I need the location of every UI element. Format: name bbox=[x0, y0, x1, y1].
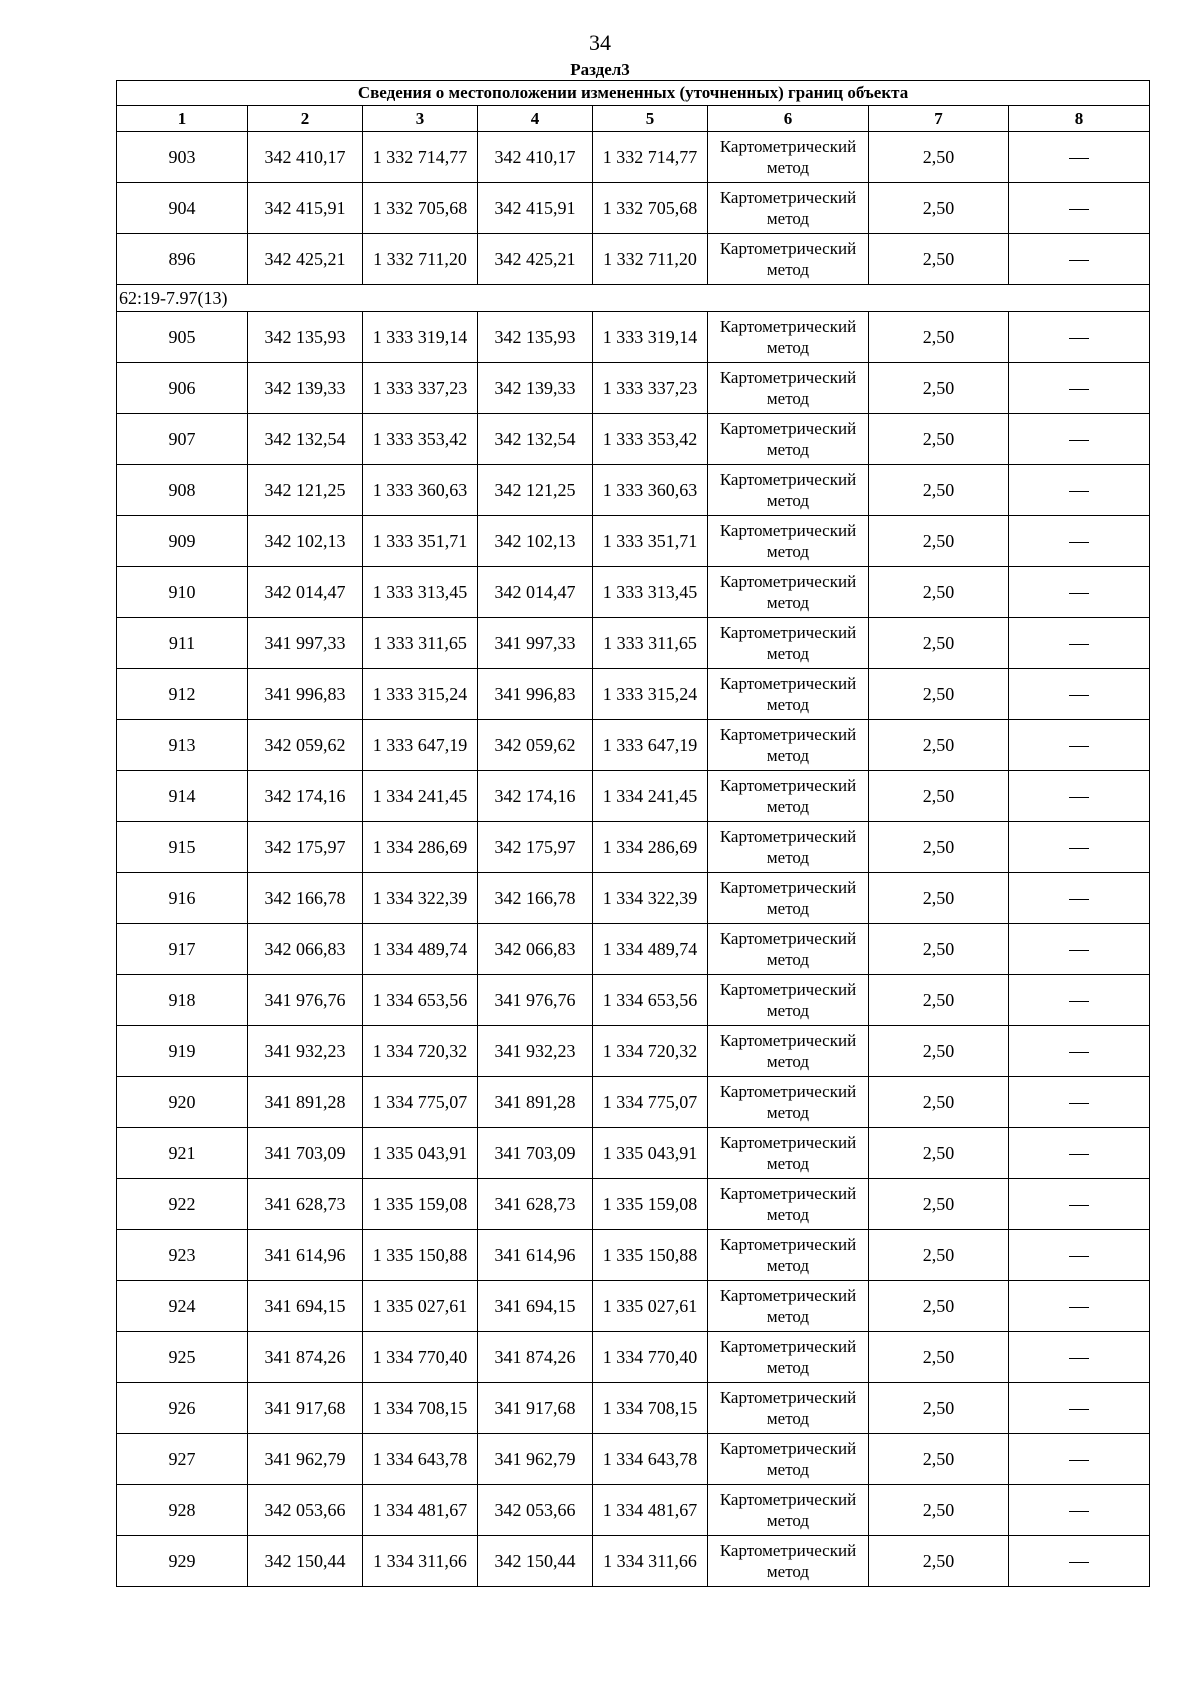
x-old-cell: 341 976,76 bbox=[248, 975, 363, 1026]
x-old-cell: 342 135,93 bbox=[248, 312, 363, 363]
y-new-cell: 1 333 351,71 bbox=[593, 516, 708, 567]
accuracy-cell: 2,50 bbox=[869, 618, 1009, 669]
description-cell bbox=[1009, 618, 1150, 669]
dash-mark bbox=[1069, 950, 1089, 951]
x-old-cell: 342 059,62 bbox=[248, 720, 363, 771]
table-row bbox=[117, 234, 1150, 285]
x-new-cell: 341 614,96 bbox=[478, 1230, 593, 1281]
method-cell: Картометрический метод bbox=[708, 312, 869, 363]
x-new-cell: 342 150,44 bbox=[478, 1536, 593, 1587]
point-number-cell: 925 bbox=[117, 1332, 248, 1383]
dash-mark bbox=[1069, 848, 1089, 849]
x-new-cell: 342 059,62 bbox=[478, 720, 593, 771]
x-new-cell: 342 132,54 bbox=[478, 414, 593, 465]
x-new-cell: 341 874,26 bbox=[478, 1332, 593, 1383]
description-cell bbox=[1009, 465, 1150, 516]
table-row bbox=[117, 1179, 1150, 1230]
y-new-cell: 1 334 286,69 bbox=[593, 822, 708, 873]
x-new-cell: 342 425,21 bbox=[478, 234, 593, 285]
x-new-cell: 342 014,47 bbox=[478, 567, 593, 618]
dash-mark bbox=[1069, 158, 1089, 159]
dash-mark bbox=[1069, 1256, 1089, 1257]
method-cell: Картометрический метод bbox=[708, 363, 869, 414]
accuracy-cell: 2,50 bbox=[869, 669, 1009, 720]
accuracy-cell: 2,50 bbox=[869, 567, 1009, 618]
x-new-cell: 341 996,83 bbox=[478, 669, 593, 720]
description-cell bbox=[1009, 414, 1150, 465]
table-row bbox=[117, 1230, 1150, 1281]
column-header-6: 6 bbox=[708, 106, 869, 132]
method-cell: Картометрический метод bbox=[708, 669, 869, 720]
y-new-cell: 1 333 315,24 bbox=[593, 669, 708, 720]
description-cell bbox=[1009, 873, 1150, 924]
table-header-row bbox=[117, 106, 1150, 132]
accuracy-cell: 2,50 bbox=[869, 363, 1009, 414]
description-cell bbox=[1009, 363, 1150, 414]
x-old-cell: 341 891,28 bbox=[248, 1077, 363, 1128]
table-row bbox=[117, 873, 1150, 924]
accuracy-cell: 2,50 bbox=[869, 1281, 1009, 1332]
x-old-cell: 342 139,33 bbox=[248, 363, 363, 414]
y-old-cell: 1 334 286,69 bbox=[363, 822, 478, 873]
x-old-cell: 342 425,21 bbox=[248, 234, 363, 285]
x-new-cell: 341 694,15 bbox=[478, 1281, 593, 1332]
x-new-cell: 341 917,68 bbox=[478, 1383, 593, 1434]
x-old-cell: 342 121,25 bbox=[248, 465, 363, 516]
y-new-cell: 1 333 647,19 bbox=[593, 720, 708, 771]
method-cell: Картометрический метод bbox=[708, 975, 869, 1026]
y-old-cell: 1 333 311,65 bbox=[363, 618, 478, 669]
x-old-cell: 342 410,17 bbox=[248, 132, 363, 183]
y-new-cell: 1 334 311,66 bbox=[593, 1536, 708, 1587]
method-cell: Картометрический метод bbox=[708, 234, 869, 285]
x-new-cell: 341 932,23 bbox=[478, 1026, 593, 1077]
method-cell: Картометрический метод bbox=[708, 618, 869, 669]
y-new-cell: 1 333 353,42 bbox=[593, 414, 708, 465]
accuracy-cell: 2,50 bbox=[869, 1434, 1009, 1485]
table-row bbox=[117, 1128, 1150, 1179]
dash-mark bbox=[1069, 797, 1089, 798]
y-new-cell: 1 332 714,77 bbox=[593, 132, 708, 183]
point-number-cell: 914 bbox=[117, 771, 248, 822]
y-old-cell: 1 335 159,08 bbox=[363, 1179, 478, 1230]
y-new-cell: 1 334 241,45 bbox=[593, 771, 708, 822]
description-cell bbox=[1009, 1536, 1150, 1587]
y-new-cell: 1 334 720,32 bbox=[593, 1026, 708, 1077]
x-old-cell: 342 150,44 bbox=[248, 1536, 363, 1587]
table-row bbox=[117, 1434, 1150, 1485]
x-old-cell: 341 628,73 bbox=[248, 1179, 363, 1230]
accuracy-cell: 2,50 bbox=[869, 1077, 1009, 1128]
method-cell: Картометрический метод bbox=[708, 465, 869, 516]
x-old-cell: 341 694,15 bbox=[248, 1281, 363, 1332]
table-row bbox=[117, 1485, 1150, 1536]
dash-mark bbox=[1069, 1001, 1089, 1002]
y-old-cell: 1 333 337,23 bbox=[363, 363, 478, 414]
x-new-cell: 342 175,97 bbox=[478, 822, 593, 873]
y-old-cell: 1 335 043,91 bbox=[363, 1128, 478, 1179]
y-new-cell: 1 334 653,56 bbox=[593, 975, 708, 1026]
y-new-cell: 1 333 360,63 bbox=[593, 465, 708, 516]
method-cell: Картометрический метод bbox=[708, 414, 869, 465]
description-cell bbox=[1009, 1230, 1150, 1281]
x-new-cell: 342 139,33 bbox=[478, 363, 593, 414]
column-header-8: 8 bbox=[1009, 106, 1150, 132]
accuracy-cell: 2,50 bbox=[869, 822, 1009, 873]
y-old-cell: 1 334 653,56 bbox=[363, 975, 478, 1026]
description-cell bbox=[1009, 1077, 1150, 1128]
dash-mark bbox=[1069, 899, 1089, 900]
point-number-cell: 929 bbox=[117, 1536, 248, 1587]
y-old-cell: 1 333 313,45 bbox=[363, 567, 478, 618]
y-old-cell: 1 333 353,42 bbox=[363, 414, 478, 465]
table-row bbox=[117, 1383, 1150, 1434]
x-old-cell: 342 066,83 bbox=[248, 924, 363, 975]
point-number-cell: 913 bbox=[117, 720, 248, 771]
y-new-cell: 1 334 775,07 bbox=[593, 1077, 708, 1128]
point-number-cell: 928 bbox=[117, 1485, 248, 1536]
description-cell bbox=[1009, 1434, 1150, 1485]
column-header-4: 4 bbox=[478, 106, 593, 132]
table-row bbox=[117, 822, 1150, 873]
description-cell bbox=[1009, 1485, 1150, 1536]
column-header-7: 7 bbox=[869, 106, 1009, 132]
x-new-cell: 342 166,78 bbox=[478, 873, 593, 924]
y-new-cell: 1 334 708,15 bbox=[593, 1383, 708, 1434]
y-old-cell: 1 334 489,74 bbox=[363, 924, 478, 975]
dash-mark bbox=[1069, 1154, 1089, 1155]
y-new-cell: 1 332 705,68 bbox=[593, 183, 708, 234]
point-number-cell: 923 bbox=[117, 1230, 248, 1281]
x-old-cell: 341 917,68 bbox=[248, 1383, 363, 1434]
y-old-cell: 1 335 027,61 bbox=[363, 1281, 478, 1332]
table-row bbox=[117, 1077, 1150, 1128]
method-cell: Картометрический метод bbox=[708, 771, 869, 822]
description-cell bbox=[1009, 312, 1150, 363]
y-new-cell: 1 333 311,65 bbox=[593, 618, 708, 669]
accuracy-cell: 2,50 bbox=[869, 1179, 1009, 1230]
y-old-cell: 1 332 711,20 bbox=[363, 234, 478, 285]
x-new-cell: 341 976,76 bbox=[478, 975, 593, 1026]
table-row bbox=[117, 1281, 1150, 1332]
dash-mark bbox=[1069, 209, 1089, 210]
table-caption: Сведения о местоположении измененных (уточненных) границ объекта bbox=[117, 81, 1150, 106]
point-number-cell: 904 bbox=[117, 183, 248, 234]
method-cell: Картометрический метод bbox=[708, 873, 869, 924]
dash-mark bbox=[1069, 695, 1089, 696]
y-old-cell: 1 332 705,68 bbox=[363, 183, 478, 234]
table-row bbox=[117, 132, 1150, 183]
point-number-cell: 922 bbox=[117, 1179, 248, 1230]
accuracy-cell: 2,50 bbox=[869, 720, 1009, 771]
method-cell: Картометрический метод bbox=[708, 1383, 869, 1434]
dash-mark bbox=[1069, 1052, 1089, 1053]
method-cell: Картометрический метод bbox=[708, 1179, 869, 1230]
x-old-cell: 342 174,16 bbox=[248, 771, 363, 822]
point-number-cell: 924 bbox=[117, 1281, 248, 1332]
accuracy-cell: 2,50 bbox=[869, 183, 1009, 234]
table-row bbox=[117, 1332, 1150, 1383]
table-row bbox=[117, 1536, 1150, 1587]
table-row bbox=[117, 465, 1150, 516]
y-old-cell: 1 333 351,71 bbox=[363, 516, 478, 567]
y-new-cell: 1 332 711,20 bbox=[593, 234, 708, 285]
x-old-cell: 342 102,13 bbox=[248, 516, 363, 567]
y-old-cell: 1 334 720,32 bbox=[363, 1026, 478, 1077]
accuracy-cell: 2,50 bbox=[869, 975, 1009, 1026]
dash-mark bbox=[1069, 1307, 1089, 1308]
y-new-cell: 1 334 489,74 bbox=[593, 924, 708, 975]
point-number-cell: 927 bbox=[117, 1434, 248, 1485]
y-old-cell: 1 334 775,07 bbox=[363, 1077, 478, 1128]
x-new-cell: 341 997,33 bbox=[478, 618, 593, 669]
description-cell bbox=[1009, 1026, 1150, 1077]
y-new-cell: 1 333 313,45 bbox=[593, 567, 708, 618]
description-cell bbox=[1009, 1179, 1150, 1230]
dash-mark bbox=[1069, 440, 1089, 441]
point-number-cell: 909 bbox=[117, 516, 248, 567]
x-new-cell: 341 628,73 bbox=[478, 1179, 593, 1230]
x-old-cell: 341 614,96 bbox=[248, 1230, 363, 1281]
point-number-cell: 912 bbox=[117, 669, 248, 720]
description-cell bbox=[1009, 822, 1150, 873]
page-number: 34 bbox=[589, 30, 611, 55]
x-old-cell: 341 997,33 bbox=[248, 618, 363, 669]
dash-mark bbox=[1069, 491, 1089, 492]
x-old-cell: 342 014,47 bbox=[248, 567, 363, 618]
table-row bbox=[117, 720, 1150, 771]
dash-mark bbox=[1069, 1409, 1089, 1410]
point-number-cell: 903 bbox=[117, 132, 248, 183]
table-row bbox=[117, 771, 1150, 822]
accuracy-cell: 2,50 bbox=[869, 414, 1009, 465]
method-cell: Картометрический метод bbox=[708, 822, 869, 873]
table-body bbox=[117, 132, 1150, 1587]
dash-mark bbox=[1069, 260, 1089, 261]
y-new-cell: 1 335 043,91 bbox=[593, 1128, 708, 1179]
dash-mark bbox=[1069, 1103, 1089, 1104]
y-new-cell: 1 334 481,67 bbox=[593, 1485, 708, 1536]
group-row bbox=[117, 285, 1150, 312]
accuracy-cell: 2,50 bbox=[869, 771, 1009, 822]
point-number-cell: 916 bbox=[117, 873, 248, 924]
y-old-cell: 1 334 241,45 bbox=[363, 771, 478, 822]
point-number-cell: 919 bbox=[117, 1026, 248, 1077]
x-old-cell: 342 053,66 bbox=[248, 1485, 363, 1536]
point-number-cell: 905 bbox=[117, 312, 248, 363]
y-new-cell: 1 335 159,08 bbox=[593, 1179, 708, 1230]
x-new-cell: 341 891,28 bbox=[478, 1077, 593, 1128]
point-number-cell: 915 bbox=[117, 822, 248, 873]
column-header-5: 5 bbox=[593, 106, 708, 132]
x-new-cell: 342 415,91 bbox=[478, 183, 593, 234]
description-cell bbox=[1009, 1332, 1150, 1383]
point-number-cell: 917 bbox=[117, 924, 248, 975]
point-number-cell: 911 bbox=[117, 618, 248, 669]
dash-mark bbox=[1069, 338, 1089, 339]
x-new-cell: 342 135,93 bbox=[478, 312, 593, 363]
method-cell: Картометрический метод bbox=[708, 1332, 869, 1383]
point-number-cell: 906 bbox=[117, 363, 248, 414]
point-number-cell: 920 bbox=[117, 1077, 248, 1128]
accuracy-cell: 2,50 bbox=[869, 516, 1009, 567]
y-new-cell: 1 333 337,23 bbox=[593, 363, 708, 414]
method-cell: Картометрический метод bbox=[708, 1128, 869, 1179]
method-cell: Картометрический метод bbox=[708, 1077, 869, 1128]
description-cell bbox=[1009, 720, 1150, 771]
method-cell: Картометрический метод bbox=[708, 720, 869, 771]
x-new-cell: 341 703,09 bbox=[478, 1128, 593, 1179]
x-old-cell: 341 874,26 bbox=[248, 1332, 363, 1383]
dash-mark bbox=[1069, 593, 1089, 594]
description-cell bbox=[1009, 1383, 1150, 1434]
table-row bbox=[117, 1026, 1150, 1077]
table-row bbox=[117, 183, 1150, 234]
dash-mark bbox=[1069, 1562, 1089, 1563]
point-number-cell: 910 bbox=[117, 567, 248, 618]
y-old-cell: 1 334 643,78 bbox=[363, 1434, 478, 1485]
accuracy-cell: 2,50 bbox=[869, 132, 1009, 183]
method-cell: Картометрический метод bbox=[708, 516, 869, 567]
column-header-2: 2 bbox=[248, 106, 363, 132]
description-cell bbox=[1009, 516, 1150, 567]
x-new-cell: 342 121,25 bbox=[478, 465, 593, 516]
accuracy-cell: 2,50 bbox=[869, 1536, 1009, 1587]
accuracy-cell: 2,50 bbox=[869, 312, 1009, 363]
table-row bbox=[117, 618, 1150, 669]
accuracy-cell: 2,50 bbox=[869, 1332, 1009, 1383]
accuracy-cell: 2,50 bbox=[869, 1026, 1009, 1077]
description-cell bbox=[1009, 975, 1150, 1026]
x-old-cell: 341 703,09 bbox=[248, 1128, 363, 1179]
table-row bbox=[117, 669, 1150, 720]
y-old-cell: 1 333 315,24 bbox=[363, 669, 478, 720]
accuracy-cell: 2,50 bbox=[869, 873, 1009, 924]
x-old-cell: 342 175,97 bbox=[248, 822, 363, 873]
accuracy-cell: 2,50 bbox=[869, 1128, 1009, 1179]
x-old-cell: 342 415,91 bbox=[248, 183, 363, 234]
dash-mark bbox=[1069, 644, 1089, 645]
column-header-1: 1 bbox=[117, 106, 248, 132]
x-new-cell: 342 174,16 bbox=[478, 771, 593, 822]
table-row bbox=[117, 363, 1150, 414]
accuracy-cell: 2,50 bbox=[869, 1230, 1009, 1281]
y-old-cell: 1 332 714,77 bbox=[363, 132, 478, 183]
method-cell: Картометрический метод bbox=[708, 1230, 869, 1281]
x-new-cell: 342 410,17 bbox=[478, 132, 593, 183]
y-new-cell: 1 334 770,40 bbox=[593, 1332, 708, 1383]
table-row bbox=[117, 414, 1150, 465]
accuracy-cell: 2,50 bbox=[869, 924, 1009, 975]
dash-mark bbox=[1069, 1205, 1089, 1206]
point-number-cell: 921 bbox=[117, 1128, 248, 1179]
table-row bbox=[117, 567, 1150, 618]
description-cell bbox=[1009, 771, 1150, 822]
y-old-cell: 1 333 647,19 bbox=[363, 720, 478, 771]
y-old-cell: 1 334 311,66 bbox=[363, 1536, 478, 1587]
description-cell bbox=[1009, 183, 1150, 234]
y-new-cell: 1 333 319,14 bbox=[593, 312, 708, 363]
accuracy-cell: 2,50 bbox=[869, 1383, 1009, 1434]
accuracy-cell: 2,50 bbox=[869, 1485, 1009, 1536]
method-cell: Картометрический метод bbox=[708, 1026, 869, 1077]
table-row bbox=[117, 312, 1150, 363]
dash-mark bbox=[1069, 542, 1089, 543]
description-cell bbox=[1009, 924, 1150, 975]
x-old-cell: 341 932,23 bbox=[248, 1026, 363, 1077]
y-old-cell: 1 335 150,88 bbox=[363, 1230, 478, 1281]
description-cell bbox=[1009, 132, 1150, 183]
table-row bbox=[117, 516, 1150, 567]
x-old-cell: 342 132,54 bbox=[248, 414, 363, 465]
y-new-cell: 1 335 150,88 bbox=[593, 1230, 708, 1281]
description-cell bbox=[1009, 1128, 1150, 1179]
group-label: 62:19-7.97(13) bbox=[117, 285, 1150, 312]
description-cell bbox=[1009, 234, 1150, 285]
x-new-cell: 342 066,83 bbox=[478, 924, 593, 975]
point-number-cell: 908 bbox=[117, 465, 248, 516]
x-new-cell: 342 053,66 bbox=[478, 1485, 593, 1536]
y-old-cell: 1 333 319,14 bbox=[363, 312, 478, 363]
coordinates-table bbox=[116, 80, 1150, 1587]
description-cell bbox=[1009, 1281, 1150, 1332]
table-row bbox=[117, 975, 1150, 1026]
y-new-cell: 1 335 027,61 bbox=[593, 1281, 708, 1332]
dash-mark bbox=[1069, 389, 1089, 390]
x-old-cell: 342 166,78 bbox=[248, 873, 363, 924]
method-cell: Картометрический метод bbox=[708, 1485, 869, 1536]
y-old-cell: 1 334 322,39 bbox=[363, 873, 478, 924]
method-cell: Картометрический метод bbox=[708, 1536, 869, 1587]
accuracy-cell: 2,50 bbox=[869, 234, 1009, 285]
description-cell bbox=[1009, 669, 1150, 720]
point-number-cell: 926 bbox=[117, 1383, 248, 1434]
description-cell bbox=[1009, 567, 1150, 618]
table-row bbox=[117, 924, 1150, 975]
column-header-3: 3 bbox=[363, 106, 478, 132]
x-old-cell: 341 996,83 bbox=[248, 669, 363, 720]
x-new-cell: 341 962,79 bbox=[478, 1434, 593, 1485]
x-old-cell: 341 962,79 bbox=[248, 1434, 363, 1485]
y-old-cell: 1 334 481,67 bbox=[363, 1485, 478, 1536]
method-cell: Картометрический метод bbox=[708, 567, 869, 618]
point-number-cell: 907 bbox=[117, 414, 248, 465]
point-number-cell: 896 bbox=[117, 234, 248, 285]
dash-mark bbox=[1069, 1358, 1089, 1359]
y-old-cell: 1 334 708,15 bbox=[363, 1383, 478, 1434]
point-number-cell: 918 bbox=[117, 975, 248, 1026]
y-old-cell: 1 334 770,40 bbox=[363, 1332, 478, 1383]
method-cell: Картометрический метод bbox=[708, 132, 869, 183]
y-old-cell: 1 333 360,63 bbox=[363, 465, 478, 516]
section-title: Раздел3 bbox=[570, 60, 630, 79]
method-cell: Картометрический метод bbox=[708, 924, 869, 975]
dash-mark bbox=[1069, 1511, 1089, 1512]
accuracy-cell: 2,50 bbox=[869, 465, 1009, 516]
method-cell: Картометрический метод bbox=[708, 1434, 869, 1485]
y-new-cell: 1 334 322,39 bbox=[593, 873, 708, 924]
dash-mark bbox=[1069, 746, 1089, 747]
method-cell: Картометрический метод bbox=[708, 1281, 869, 1332]
x-new-cell: 342 102,13 bbox=[478, 516, 593, 567]
method-cell: Картометрический метод bbox=[708, 183, 869, 234]
y-new-cell: 1 334 643,78 bbox=[593, 1434, 708, 1485]
table-caption-row bbox=[117, 81, 1150, 106]
dash-mark bbox=[1069, 1460, 1089, 1461]
